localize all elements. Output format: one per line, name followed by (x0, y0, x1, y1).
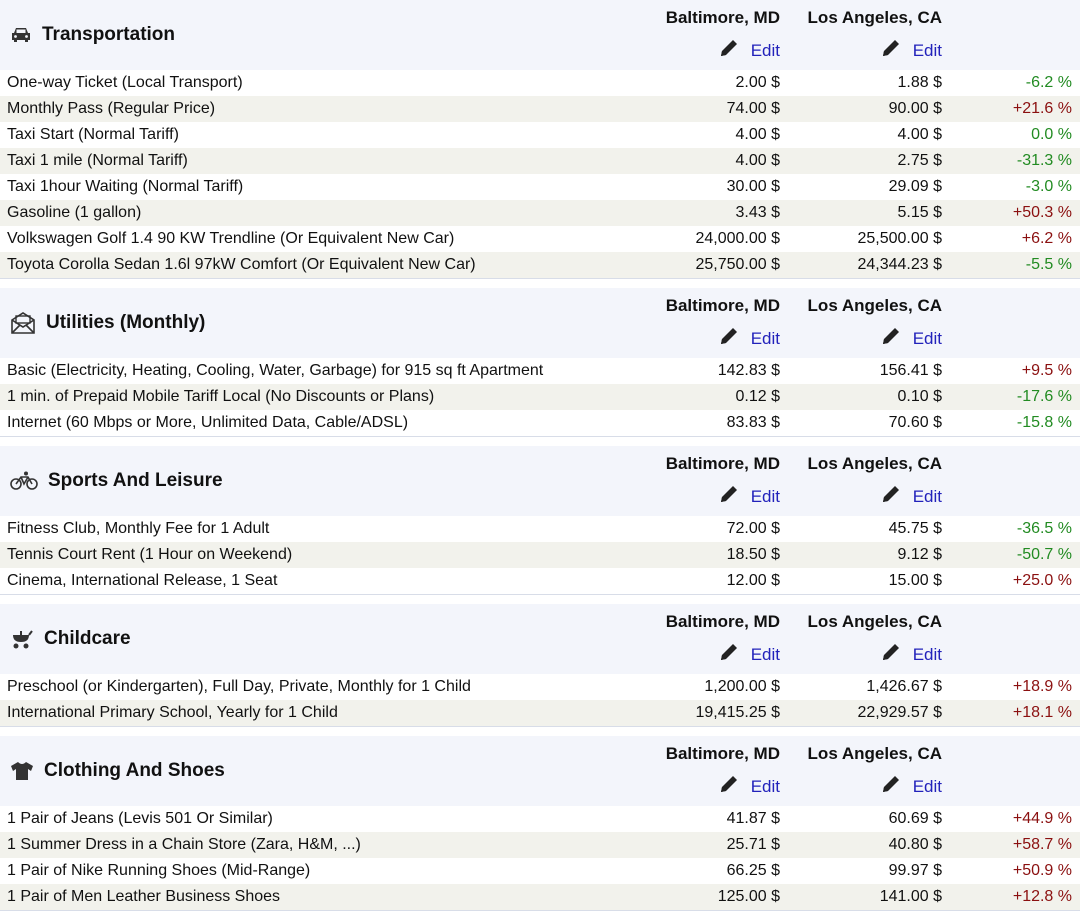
table-row (0, 358, 1080, 384)
city2-header: Los Angeles, CA (807, 612, 942, 631)
edit-label: Edit (912, 644, 942, 664)
price-table (0, 516, 1080, 595)
edit-label: Edit (912, 328, 942, 348)
section-title (10, 312, 205, 334)
city2-price: 2.75 $ (897, 152, 942, 169)
city1-price: 4.00 $ (735, 126, 780, 143)
item-label: Taxi 1hour Waiting (Normal Tariff) (7, 178, 244, 195)
city2-price: 141.00 $ (879, 888, 942, 905)
percent-difference: -17.6 % (1016, 388, 1072, 405)
item-label: Monthly Pass (Regular Price) (7, 100, 216, 117)
price-table (0, 674, 1080, 727)
city2-price: 70.60 $ (888, 414, 942, 431)
table-row (0, 226, 1080, 252)
section-header (0, 288, 1080, 358)
item-label: Gasoline (1 gallon) (7, 204, 142, 221)
table-row (0, 96, 1080, 122)
item-label: One-way Ticket (Local Transport) (7, 74, 243, 91)
edit-city1-link[interactable] (719, 642, 780, 667)
pencil-icon (881, 642, 903, 667)
section-header (0, 0, 1080, 70)
item-label: Tennis Court Rent (1 Hour on Weekend) (7, 546, 293, 563)
city1-price: 30.00 $ (726, 178, 780, 195)
percent-difference: +50.3 % (1012, 204, 1072, 221)
edit-label: Edit (750, 776, 780, 796)
section-clothing-and-shoes (0, 736, 1080, 911)
city2-price: 90.00 $ (888, 100, 942, 117)
section-title (10, 760, 225, 782)
table-row (0, 200, 1080, 226)
city1-price: 18.50 $ (726, 546, 780, 563)
city2-price: 156.41 $ (879, 362, 942, 379)
edit-label: Edit (912, 40, 942, 60)
table-row (0, 884, 1080, 910)
edit-city2-link[interactable] (881, 774, 942, 799)
table-row (0, 252, 1080, 278)
city1-price: 1,200.00 $ (704, 678, 780, 695)
city2-price: 5.15 $ (897, 204, 942, 221)
percent-difference: -3.0 % (1025, 178, 1072, 195)
item-label: 1 Pair of Men Leather Business Shoes (7, 888, 281, 905)
section-title-text: Sports And Leisure (48, 470, 223, 491)
item-label: Fitness Club, Monthly Fee for 1 Adult (7, 520, 270, 537)
percent-difference: -50.7 % (1016, 546, 1072, 563)
city1-price: 19,415.25 $ (695, 704, 780, 721)
city1-price: 12.00 $ (726, 572, 780, 589)
table-row (0, 122, 1080, 148)
edit-label: Edit (750, 40, 780, 60)
table-row (0, 516, 1080, 542)
city2-header: Los Angeles, CA (807, 744, 942, 763)
pencil-icon (719, 484, 741, 509)
table-row (0, 70, 1080, 96)
city1-header: Baltimore, MD (665, 454, 780, 473)
city2-header: Los Angeles, CA (807, 454, 942, 473)
edit-city1-link[interactable] (719, 38, 780, 63)
city2-price: 9.12 $ (897, 546, 942, 563)
percent-difference: -36.5 % (1016, 520, 1072, 537)
edit-city1-link[interactable] (719, 774, 780, 799)
item-label: Basic (Electricity, Heating, Cooling, Water, Garbage) for 915 sq ft Apartment (7, 362, 544, 379)
city1-header: Baltimore, MD (665, 744, 780, 763)
table-row (0, 542, 1080, 568)
item-label: International Primary School, Yearly for 1 Child (7, 704, 338, 721)
city1-price: 2.00 $ (735, 74, 780, 91)
pencil-icon (881, 38, 903, 63)
table-row (0, 384, 1080, 410)
section-title-text: Clothing And Shoes (44, 760, 225, 781)
item-label: 1 Pair of Jeans (Levis 501 Or Similar) (7, 810, 273, 827)
city2-price: 0.10 $ (897, 388, 942, 405)
pencil-icon (881, 774, 903, 799)
city1-price: 25.71 $ (726, 836, 780, 853)
pencil-icon (719, 642, 741, 667)
edit-city1-link[interactable] (719, 484, 780, 509)
section-title-text: Childcare (44, 628, 131, 649)
city2-price: 4.00 $ (897, 126, 942, 143)
section-spacer (0, 279, 1080, 288)
edit-label: Edit (750, 486, 780, 506)
city2-price: 45.75 $ (888, 520, 942, 537)
section-spacer (0, 437, 1080, 446)
section-title-text: Utilities (Monthly) (46, 312, 206, 333)
table-row (0, 858, 1080, 884)
edit-city2-link[interactable] (881, 642, 942, 667)
price-table (0, 358, 1080, 437)
edit-city2-link[interactable] (881, 484, 942, 509)
percent-difference: +18.9 % (1012, 678, 1072, 695)
edit-label: Edit (912, 776, 942, 796)
city1-price: 24,000.00 $ (695, 230, 780, 247)
section-spacer (0, 727, 1080, 736)
item-label: 1 min. of Prepaid Mobile Tariff Local (No Discounts or Plans) (7, 388, 435, 405)
city1-price: 72.00 $ (726, 520, 780, 537)
section-header (0, 446, 1080, 516)
utilities-envelope-icon (10, 312, 36, 334)
edit-label: Edit (750, 328, 780, 348)
city2-price: 24,344.23 $ (857, 256, 942, 273)
percent-difference: -6.2 % (1025, 74, 1072, 91)
city2-price: 29.09 $ (888, 178, 942, 195)
item-label: 1 Pair of Nike Running Shoes (Mid-Range) (7, 862, 311, 879)
percent-difference: +12.8 % (1012, 888, 1072, 905)
item-label: Taxi Start (Normal Tariff) (7, 126, 179, 143)
city1-header: Baltimore, MD (665, 8, 780, 27)
percent-difference: +58.7 % (1012, 836, 1072, 853)
table-row (0, 832, 1080, 858)
item-label: Preschool (or Kindergarten), Full Day, Private, Monthly for 1 Child (7, 678, 471, 695)
city1-header: Baltimore, MD (665, 612, 780, 631)
pencil-icon (881, 484, 903, 509)
percent-difference: +50.9 % (1012, 862, 1072, 879)
city2-header: Los Angeles, CA (807, 8, 942, 27)
pencil-icon (719, 38, 741, 63)
table-row (0, 568, 1080, 594)
stroller-icon (10, 628, 34, 650)
table-row (0, 700, 1080, 726)
city1-price: 4.00 $ (735, 152, 780, 169)
section-spacer (0, 595, 1080, 604)
city1-price: 41.87 $ (726, 810, 780, 827)
item-label: Volkswagen Golf 1.4 90 KW Trendline (Or Equivalent New Car) (7, 230, 455, 247)
city2-price: 99.97 $ (888, 862, 942, 879)
section-title (10, 24, 175, 46)
edit-label: Edit (912, 486, 942, 506)
section-transportation (0, 0, 1080, 288)
edit-city2-link[interactable] (881, 326, 942, 351)
city1-price: 125.00 $ (717, 888, 780, 905)
city1-header: Baltimore, MD (665, 296, 780, 315)
percent-difference: 0.0 % (1031, 126, 1072, 143)
city1-price: 0.12 $ (735, 388, 780, 405)
edit-city2-link[interactable] (881, 38, 942, 63)
city1-price: 66.25 $ (726, 862, 780, 879)
section-utilities-monthly- (0, 288, 1080, 446)
city2-price: 1.88 $ (897, 74, 942, 91)
percent-difference: +9.5 % (1021, 362, 1072, 379)
city2-price: 22,929.57 $ (857, 704, 942, 721)
percent-difference: +44.9 % (1012, 810, 1072, 827)
item-label: 1 Summer Dress in a Chain Store (Zara, H&M, ...) (7, 836, 361, 853)
table-row (0, 148, 1080, 174)
city2-price: 60.69 $ (888, 810, 942, 827)
percent-difference: +25.0 % (1012, 572, 1072, 589)
section-childcare (0, 604, 1080, 736)
item-label: Taxi 1 mile (Normal Tariff) (7, 152, 188, 169)
percent-difference: +6.2 % (1021, 230, 1072, 247)
city1-price: 142.83 $ (717, 362, 780, 379)
item-label: Toyota Corolla Sedan 1.6l 97kW Comfort (Or Equivalent New Car) (7, 256, 476, 273)
section-title (10, 628, 131, 650)
city1-price: 74.00 $ (726, 100, 780, 117)
city2-price: 25,500.00 $ (857, 230, 942, 247)
percent-difference: -5.5 % (1025, 256, 1072, 273)
section-sports-and-leisure (0, 446, 1080, 604)
pencil-icon (719, 326, 741, 351)
percent-difference: +21.6 % (1012, 100, 1072, 117)
city2-price: 15.00 $ (888, 572, 942, 589)
edit-label: Edit (750, 644, 780, 664)
section-title (10, 470, 223, 492)
table-row (0, 410, 1080, 436)
car-icon (10, 26, 32, 44)
table-row (0, 174, 1080, 200)
city1-price: 25,750.00 $ (695, 256, 780, 273)
tshirt-icon (10, 761, 34, 781)
pencil-icon (719, 774, 741, 799)
percent-difference: +18.1 % (1012, 704, 1072, 721)
table-row (0, 674, 1080, 700)
section-header (0, 736, 1080, 806)
item-label: Internet (60 Mbps or More, Unlimited Data, Cable/ADSL) (7, 414, 409, 431)
city2-price: 40.80 $ (888, 836, 942, 853)
section-header (0, 604, 1080, 674)
edit-city1-link[interactable] (719, 326, 780, 351)
city2-header: Los Angeles, CA (807, 296, 942, 315)
percent-difference: -31.3 % (1016, 152, 1072, 169)
bicycle-icon (10, 471, 38, 491)
price-table (0, 70, 1080, 279)
item-label: Cinema, International Release, 1 Seat (7, 572, 278, 589)
city1-price: 83.83 $ (726, 414, 780, 431)
percent-difference: -15.8 % (1016, 414, 1072, 431)
table-row (0, 806, 1080, 832)
price-table (0, 806, 1080, 911)
section-title-text: Transportation (42, 24, 176, 45)
city2-price: 1,426.67 $ (866, 678, 942, 695)
pencil-icon (881, 326, 903, 351)
city1-price: 3.43 $ (735, 204, 780, 221)
